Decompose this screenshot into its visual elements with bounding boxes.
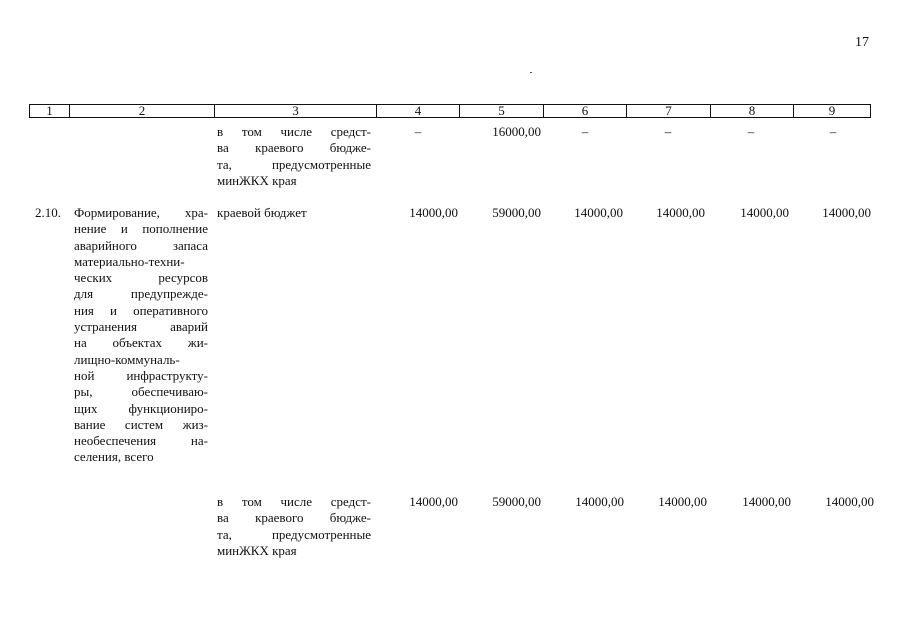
source-line: минЖКХ края <box>217 172 297 188</box>
value-col-5: 59000,00 <box>492 494 541 509</box>
source-line: минЖКХ края <box>217 542 297 558</box>
value-col-6: 14000,00 <box>574 205 623 220</box>
value-col-7: – <box>664 124 672 139</box>
name-line: вание систем жиз- <box>74 416 208 432</box>
name-line: селения, всего <box>74 449 154 465</box>
source-line: в том числе средст- <box>217 494 371 509</box>
value-col-5: 16000,00 <box>492 124 541 139</box>
header-col-2: 2 <box>138 103 146 118</box>
header-col-5: 5 <box>498 103 505 118</box>
name-line: ческих ресурсов <box>74 270 208 286</box>
value-col-9: – <box>829 124 837 139</box>
name-line: необеспечения на- <box>74 433 208 449</box>
value-col-5: 59000,00 <box>492 205 541 220</box>
header-col-6: 6 <box>581 103 589 118</box>
row-number: 2.10. <box>35 205 61 220</box>
value-col-7: 14000,00 <box>658 494 707 509</box>
value-col-6: – <box>581 124 589 139</box>
value-col-4: 14000,00 <box>409 494 458 509</box>
name-line: щих функциониро- <box>74 400 208 416</box>
page-number: 17 <box>855 35 869 50</box>
value-col-8: 14000,00 <box>742 494 791 509</box>
name-line: нение и пополнение <box>74 221 208 237</box>
row-source-cell <box>217 205 371 221</box>
name-line: материально-техни- <box>74 253 185 269</box>
value-col-9: 14000,00 <box>822 205 871 220</box>
row-source-cell <box>217 124 371 189</box>
value-col-8: – <box>747 124 755 139</box>
value-col-4: 14000,00 <box>409 205 458 220</box>
source-line: та, предусмотренные <box>217 156 371 172</box>
name-line: для предупрежде- <box>74 286 208 302</box>
value-col-8: 14000,00 <box>740 205 789 220</box>
header-col-3: 3 <box>292 103 299 118</box>
value-col-4: – <box>414 124 422 139</box>
name-line: лищно-коммуналь- <box>74 351 180 367</box>
row-name-cell <box>74 205 208 466</box>
source-line: в том числе средст- <box>217 124 371 139</box>
value-col-9: 14000,00 <box>825 494 874 509</box>
name-line: устранения аварий <box>74 319 208 335</box>
source-line: ва краевого бюдже- <box>217 510 371 526</box>
name-line: аварийного запаса <box>74 237 208 253</box>
header-col-1: 1 <box>46 103 53 118</box>
header-col-4: 4 <box>414 103 422 118</box>
table-header-row <box>29 104 871 118</box>
scan-speck <box>530 72 532 73</box>
source-line: та, предусмотренные <box>217 526 371 542</box>
name-line: ния и оперативного <box>74 302 208 318</box>
value-col-6: 14000,00 <box>575 494 624 509</box>
name-line: на объектах жи- <box>74 335 208 351</box>
value-col-7: 14000,00 <box>656 205 705 220</box>
row-source-cell <box>217 494 371 559</box>
name-line: ры, обеспечиваю- <box>74 384 208 400</box>
header-col-9: 9 <box>828 103 836 118</box>
name-line: ной инфраструкту- <box>74 367 208 383</box>
source-line: ва краевого бюдже- <box>217 140 371 156</box>
name-line: Формирование, хра- <box>74 205 208 220</box>
header-col-8: 8 <box>748 103 756 118</box>
source-line: краевой бюджет <box>217 205 307 220</box>
header-col-7: 7 <box>665 103 672 118</box>
